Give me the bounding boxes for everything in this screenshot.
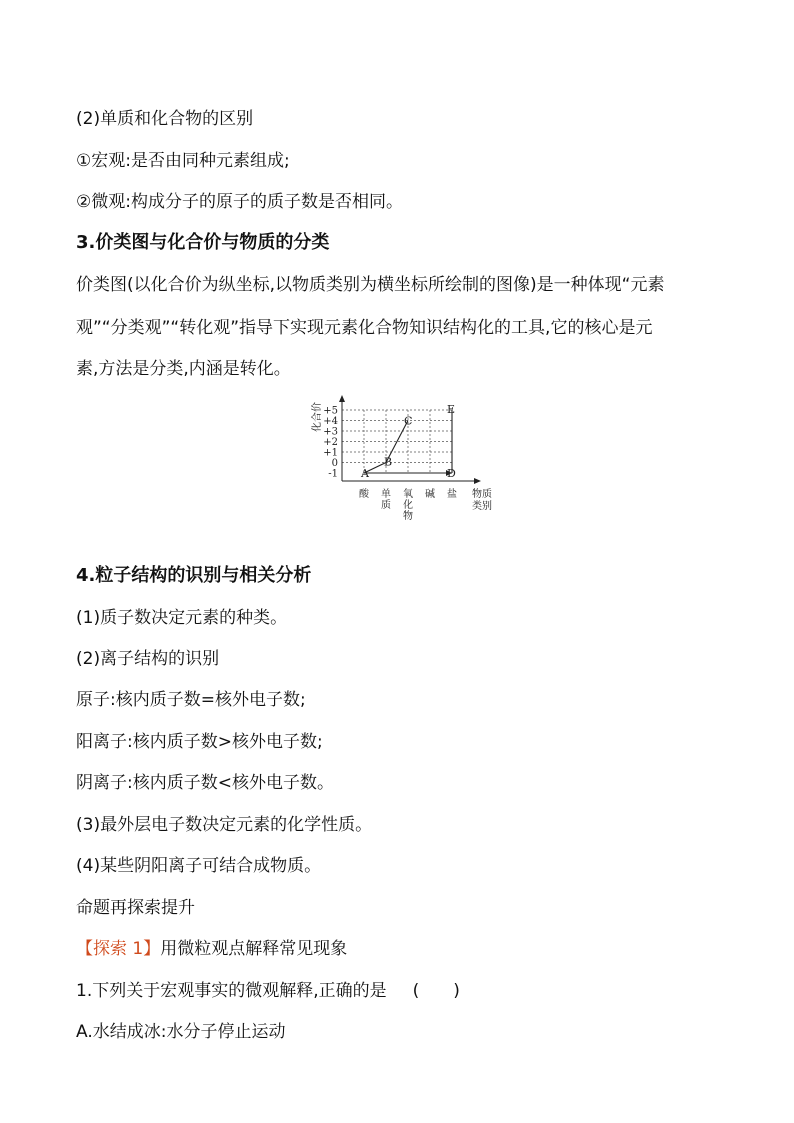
explore-topic-line bbox=[76, 938, 347, 960]
point-3: (3)最外层电子数决定元素的化学性质。 bbox=[76, 815, 373, 835]
point-label-D: D bbox=[447, 467, 456, 480]
x-tick-label: 单 bbox=[381, 489, 391, 500]
question-1 bbox=[76, 980, 460, 1002]
point-2: (2)离子结构的识别 bbox=[76, 649, 220, 669]
subheading-distinction: (2)单质和化合物的区别 bbox=[76, 109, 254, 129]
section-heading-valence-class-chart: 3.价类图与化合价与物质的分类 bbox=[76, 232, 330, 253]
y-axis-arrow bbox=[339, 395, 345, 402]
point-label-B: B bbox=[384, 455, 393, 469]
answer-blank: ( ) bbox=[412, 981, 460, 1001]
paragraph-line-2: 观”“分类观”“转化观”指导下实现元素化合物知识结构化的工具,它的核心是元 bbox=[76, 318, 653, 338]
explore-topic: 用微粒观点解释常见现象 bbox=[160, 939, 348, 959]
explore-tag: 【探索 1】 bbox=[76, 939, 161, 959]
cation-rule: 阳离子:核内质子数>核外电子数; bbox=[76, 732, 323, 752]
y-tick-label: +5 bbox=[323, 405, 338, 417]
y-tick-label: -1 bbox=[328, 468, 338, 480]
paragraph-line-1: 价类图(以化合价为纵坐标,以物质类别为横坐标所绘制的图像)是一种体现“元素 bbox=[76, 275, 665, 295]
point-4: (4)某些阴阳离子可结合成物质。 bbox=[76, 856, 322, 876]
y-tick-label: 0 bbox=[331, 458, 338, 469]
x-tick-label: 盐 bbox=[447, 489, 457, 500]
point-label-E: E bbox=[447, 403, 456, 416]
x-tick-label: 物 bbox=[403, 511, 413, 522]
x-axis-arrow bbox=[474, 478, 481, 484]
chart-y-ticks bbox=[323, 406, 338, 480]
x-tick-label: 氧 bbox=[403, 489, 413, 500]
chart-y-axis-label: 化合价 bbox=[312, 402, 323, 432]
y-tick-label: +2 bbox=[323, 437, 338, 448]
point-1: (1)质子数决定元素的种类。 bbox=[76, 608, 288, 628]
y-tick-label: +3 bbox=[323, 426, 338, 438]
explore-section-title: 命题再探索提升 bbox=[76, 898, 195, 918]
chart-x-axis-label: 物质 bbox=[472, 489, 492, 500]
paragraph-line-3: 素,方法是分类,内涵是转化。 bbox=[76, 359, 291, 379]
chart-x-ticks bbox=[359, 487, 457, 522]
micro-view-item: ②微观:构成分子的原子的质子数是否相同。 bbox=[76, 192, 403, 212]
valence-class-chart bbox=[300, 390, 500, 550]
atom-rule: 原子:核内质子数=核外电子数; bbox=[76, 690, 306, 710]
y-tick-label: +1 bbox=[323, 447, 338, 459]
anion-rule: 阴离子:核内质子数<核外电子数。 bbox=[76, 773, 334, 793]
y-tick-label: +4 bbox=[323, 416, 338, 427]
x-tick-label: 酸 bbox=[359, 489, 369, 500]
x-tick-label: 质 bbox=[381, 500, 391, 511]
point-label-C: C bbox=[404, 414, 413, 428]
question-text: 1.下列关于宏观事实的微观解释,正确的是 bbox=[76, 981, 387, 1001]
chart-x-axis-label-line2: 类别 bbox=[472, 501, 492, 512]
section-heading-particle-structure: 4.粒子结构的识别与相关分析 bbox=[76, 565, 312, 586]
x-tick-label: 碱 bbox=[425, 489, 435, 500]
point-label-A: A bbox=[361, 467, 369, 480]
x-tick-label: 化 bbox=[403, 500, 413, 511]
macro-view-item: ①宏观:是否由同种元素组成; bbox=[76, 151, 290, 171]
option-a: A.水结成冰:水分子停止运动 bbox=[76, 1022, 286, 1042]
